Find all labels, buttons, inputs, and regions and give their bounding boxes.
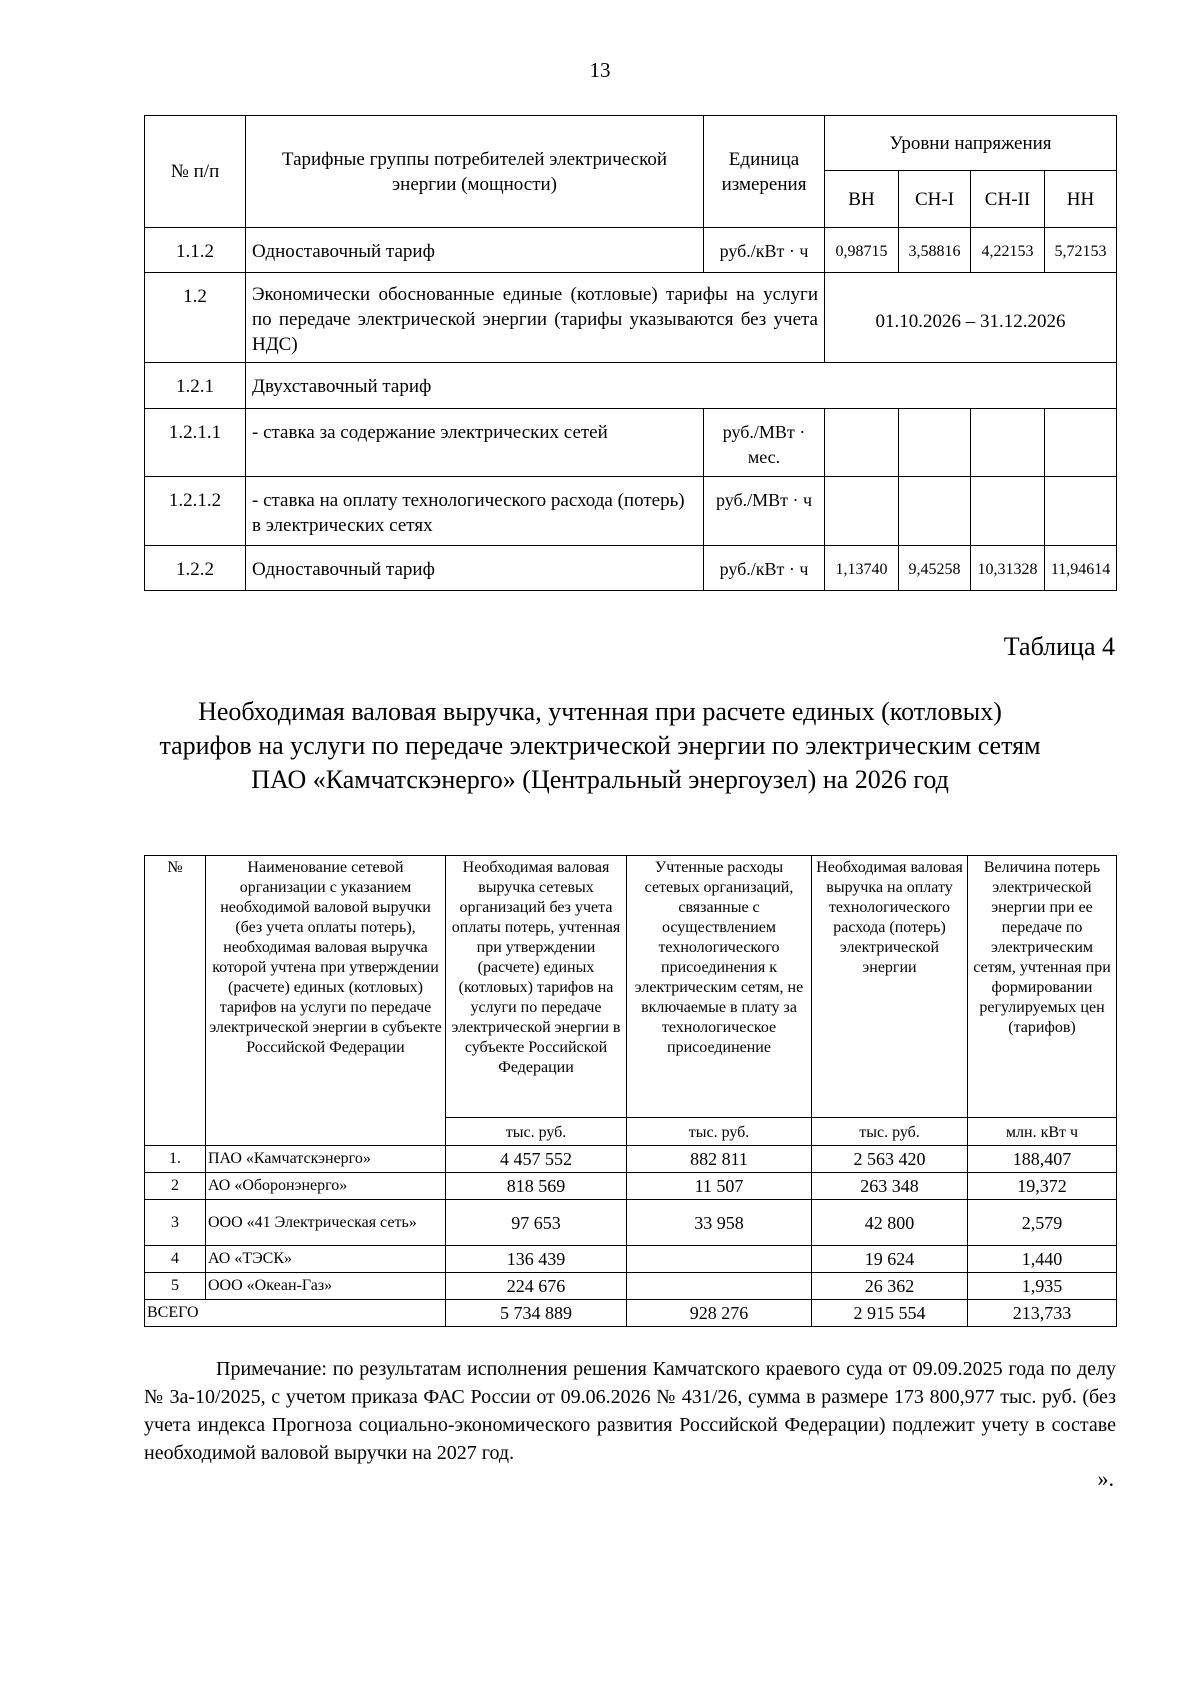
- row-sn1: 9,45258: [899, 546, 971, 591]
- table-row: [145, 409, 1117, 477]
- row-costs: 11 507: [627, 1173, 812, 1200]
- row-nvv: 136 439: [446, 1246, 627, 1273]
- table-row: [145, 1173, 1117, 1200]
- header-group: Тарифные группы потребителей электрической энергии (мощности): [246, 116, 704, 228]
- row-num: 5: [145, 1273, 206, 1300]
- page-number: 13: [589, 58, 611, 82]
- row-costs: 33 958: [627, 1200, 812, 1246]
- row-nvv: 97 653: [446, 1200, 627, 1246]
- row-sn1: [899, 477, 971, 546]
- header-costs: Учтенные расходы сетевых организаций, связанные с осуществлением технологического присоединения к электрическим сетям, не включаемые в плату за технологическое присоединение: [627, 856, 812, 1118]
- row-name: ПАО «Камчатскэнерго»: [206, 1146, 446, 1173]
- row-losses-nvv: 263 348: [812, 1173, 968, 1200]
- closing-quote: ».: [1097, 1466, 1114, 1491]
- total-costs: 928 276: [627, 1300, 812, 1327]
- row-name: Одноставочный тариф: [246, 228, 704, 273]
- row-period: 01.10.2026 – 31.12.2026: [825, 273, 1117, 363]
- table-row: [145, 1200, 1117, 1246]
- row-unit: руб./кВт · ч: [704, 546, 825, 591]
- row-name: ООО «Океан-Газ»: [206, 1273, 446, 1300]
- unit-losses-nvv: тыс. руб.: [812, 1118, 968, 1146]
- unit-nvv: тыс. руб.: [446, 1118, 627, 1146]
- row-unit: руб./МВт · мес.: [704, 409, 825, 477]
- row-losses: 1,935: [968, 1273, 1117, 1300]
- row-costs: [627, 1273, 812, 1300]
- total-losses-nvv: 2 915 554: [812, 1300, 968, 1327]
- row-num: 1.2.1.2: [145, 477, 246, 546]
- row-sn1: 3,58816: [899, 228, 971, 273]
- header-unit: Единица измерения: [704, 116, 825, 228]
- row-name: АО «Оборонэнерго»: [206, 1173, 446, 1200]
- row-name: Экономически обоснованные единые (котловые) тарифы на услуги по передаче электрической энергии (тарифы указываются без учета НДС): [246, 273, 825, 363]
- row-losses: 2,579: [968, 1200, 1117, 1246]
- row-sn2: 10,31328: [971, 546, 1045, 591]
- title-line: тарифов на услуги по передаче электрической энергии по электрическим сетям: [159, 731, 1041, 760]
- revenue-table: [144, 855, 1117, 1327]
- table-label: Таблица 4: [1003, 632, 1115, 661]
- row-name: Одноставочный тариф: [246, 546, 704, 591]
- row-nvv: 224 676: [446, 1273, 627, 1300]
- row-num: 1.1.2: [145, 228, 246, 273]
- header-sn2: СН-II: [971, 171, 1045, 228]
- row-num: 4: [145, 1246, 206, 1273]
- total-label: ВСЕГО: [145, 1300, 446, 1327]
- row-vn: 1,13740: [825, 546, 899, 591]
- unit-costs: тыс. руб.: [627, 1118, 812, 1146]
- row-num: 1.2.2: [145, 546, 246, 591]
- row-sn2: 4,22153: [971, 228, 1045, 273]
- row-num: 1.2.1: [145, 363, 246, 409]
- row-num: 1.2: [145, 273, 246, 363]
- title-line: ПАО «Камчатскэнерго» (Центральный энергоузел) на 2026 год: [251, 765, 949, 794]
- row-sn1: [899, 409, 971, 477]
- row-nn: 5,72153: [1045, 228, 1117, 273]
- row-name: АО «ТЭСК»: [206, 1246, 446, 1273]
- row-nn: 11,94614: [1045, 546, 1117, 591]
- table-row: [145, 1246, 1117, 1273]
- header-sn1: СН-I: [899, 171, 971, 228]
- row-losses-nvv: 2 563 420: [812, 1146, 968, 1173]
- header-nn: НН: [1045, 171, 1117, 228]
- row-losses-nvv: 19 624: [812, 1246, 968, 1273]
- header-vn: ВН: [825, 171, 899, 228]
- row-name: Двухставочный тариф: [246, 363, 1117, 409]
- row-costs: 882 811: [627, 1146, 812, 1173]
- row-vn: [825, 477, 899, 546]
- row-vn: 0,98715: [825, 228, 899, 273]
- row-unit: руб./кВт · ч: [704, 228, 825, 273]
- row-num: 1.2.1.1: [145, 409, 246, 477]
- row-name: ООО «41 Электрическая сеть»: [206, 1200, 446, 1246]
- table-row: [145, 546, 1117, 591]
- header-num: № п/п: [145, 116, 246, 228]
- row-nvv: 4 457 552: [446, 1146, 627, 1173]
- title-line: Необходимая валовая выручка, учтенная при расчете единых (котловых): [198, 697, 1002, 726]
- row-costs: [627, 1246, 812, 1273]
- row-losses-nvv: 42 800: [812, 1200, 968, 1246]
- row-num: 2: [145, 1173, 206, 1200]
- table-row: [145, 1273, 1117, 1300]
- row-num: 3: [145, 1200, 206, 1246]
- total-losses: 213,733: [968, 1300, 1117, 1327]
- row-losses-nvv: 26 362: [812, 1273, 968, 1300]
- header-nvv: Необходимая валовая выручка сетевых организаций без учета оплаты потерь, учтенная при утверждении (расчете) единых (котловых) тарифов на услуги по передаче электрической энергии в субъекте Российской Федерации: [446, 856, 627, 1118]
- total-nvv: 5 734 889: [446, 1300, 627, 1327]
- header-levels: Уровни напряжения: [825, 116, 1117, 171]
- header-org: Наименование сетевой организации с указанием необходимой валовой выручки (без учета оплаты потерь), необходимая валовая выручка которой учтена при утверждении (расчете) единых (котловых) тарифов на услуги по передаче электрической энергии в субъекте Российской Федерации: [206, 856, 446, 1146]
- header-losses-nvv: Необходимая валовая выручка на оплату технологического расхода (потерь) электрической энергии: [812, 856, 968, 1118]
- header-num: №: [145, 856, 206, 1146]
- row-unit: руб./МВт · ч: [704, 477, 825, 546]
- header-losses: Величина потерь электрической энергии при ее передаче по электрическим сетям, учтенная при формировании регулируемых цен (тарифов): [968, 856, 1117, 1118]
- table-row: [145, 363, 1117, 409]
- table-row: [145, 1146, 1117, 1173]
- row-sn2: [971, 477, 1045, 546]
- row-num: 1.: [145, 1146, 206, 1173]
- table-row: [145, 477, 1117, 546]
- row-vn: [825, 409, 899, 477]
- row-name: - ставка на оплату технологического расхода (потерь) в электрических сетях: [246, 477, 704, 546]
- table-title: [100, 695, 1100, 797]
- table-row: [145, 228, 1117, 273]
- unit-losses: млн. кВт ч: [968, 1118, 1117, 1146]
- row-losses: 1,440: [968, 1246, 1117, 1273]
- row-losses: 19,372: [968, 1173, 1117, 1200]
- row-nn: [1045, 409, 1117, 477]
- total-row: [145, 1300, 1117, 1327]
- tariff-table: [144, 115, 1117, 591]
- table-row: [145, 273, 1117, 363]
- row-nvv: 818 569: [446, 1173, 627, 1200]
- row-sn2: [971, 409, 1045, 477]
- row-losses: 188,407: [968, 1146, 1117, 1173]
- note-paragraph: Примечание: по результатам исполнения решения Камчатского краевого суда от 09.09.2025 года по делу № 3а-10/2025, с учетом приказа ФАС России от 09.06.2026 № 431/26, сумма в размере 173 800,977 тыс. руб. (без учета индекса Прогноза социально-экономического развития Российской Федерации) подлежит учету в составе необходимой валовой выручки на 2027 год.: [144, 1358, 1116, 1464]
- row-name: - ставка за содержание электрических сетей: [246, 409, 704, 477]
- row-nn: [1045, 477, 1117, 546]
